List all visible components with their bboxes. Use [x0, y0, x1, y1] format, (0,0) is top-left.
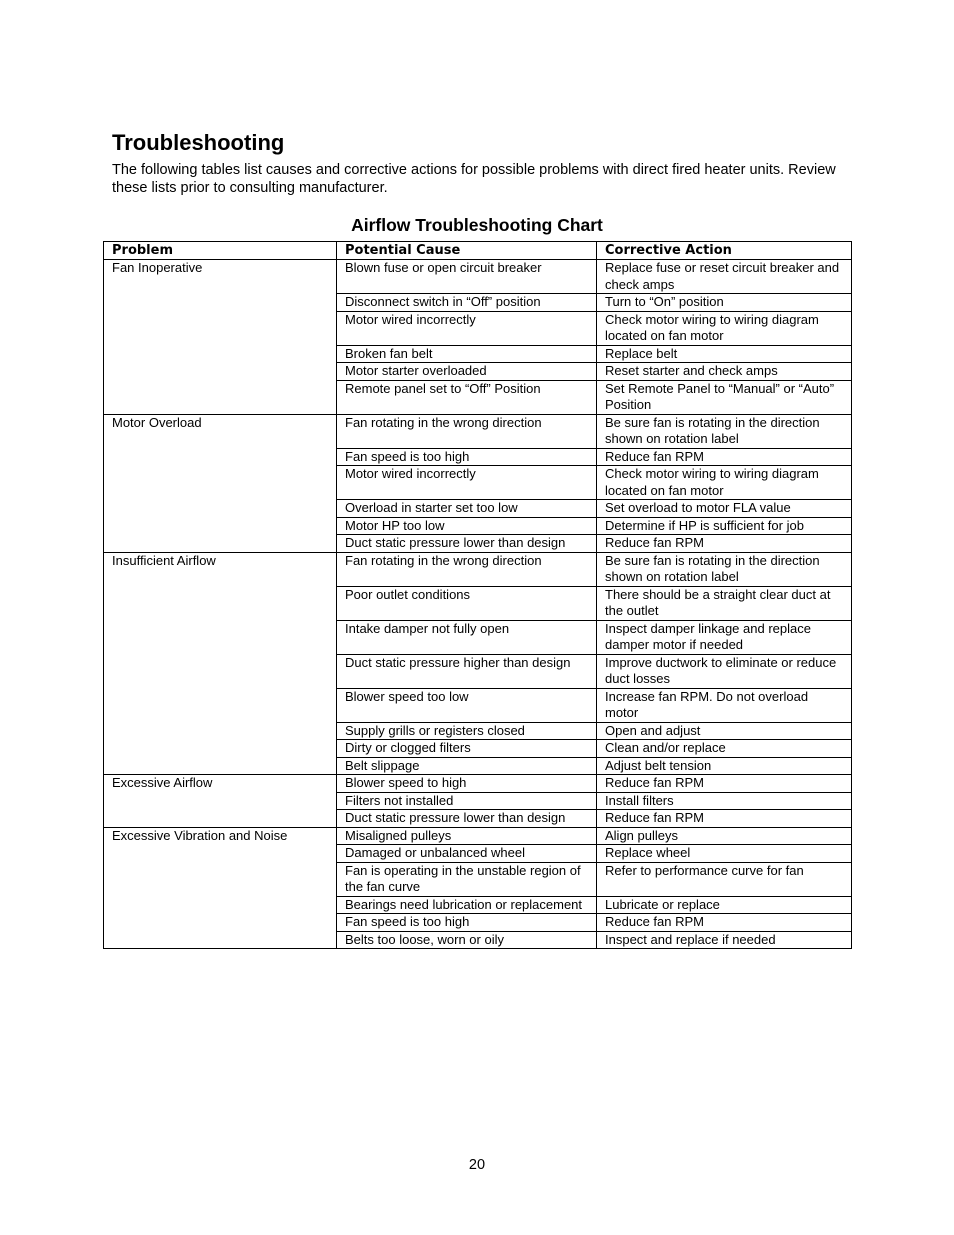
cause-cell: Remote panel set to “Off” Position	[337, 380, 597, 414]
action-cell: Reduce fan RPM	[597, 448, 852, 466]
action-cell: Determine if HP is sufficient for job	[597, 517, 852, 535]
action-cell: Adjust belt tension	[597, 757, 852, 775]
cause-cell: Blown fuse or open circuit breaker	[337, 260, 597, 294]
table-header	[104, 242, 852, 260]
cause-cell: Fan rotating in the wrong direction	[337, 552, 597, 586]
cause-cell: Misaligned pulleys	[337, 827, 597, 845]
cause-cell: Intake damper not fully open	[337, 620, 597, 654]
cause-cell: Dirty or clogged filters	[337, 740, 597, 758]
cause-cell: Motor HP too low	[337, 517, 597, 535]
cause-cell: Blower speed to high	[337, 775, 597, 793]
cause-cell: Supply grills or registers closed	[337, 722, 597, 740]
problem-cell: Motor Overload	[104, 414, 337, 552]
action-cell: Inspect damper linkage and replace damper motor if needed	[597, 620, 852, 654]
cause-cell: Disconnect switch in “Off” position	[337, 294, 597, 312]
cause-cell: Belts too loose, worn or oily	[337, 931, 597, 949]
table-row	[104, 827, 852, 845]
action-cell: Reset starter and check amps	[597, 363, 852, 381]
cause-cell: Filters not installed	[337, 792, 597, 810]
action-cell: Reduce fan RPM	[597, 535, 852, 553]
action-cell: Reduce fan RPM	[597, 810, 852, 828]
action-cell: Open and adjust	[597, 722, 852, 740]
action-cell: Be sure fan is rotating in the direction shown on rotation label	[597, 414, 852, 448]
cause-cell: Motor wired incorrectly	[337, 311, 597, 345]
action-cell: Set Remote Panel to “Manual” or “Auto” Position	[597, 380, 852, 414]
action-cell: Check motor wiring to wiring diagram located on fan motor	[597, 466, 852, 500]
cause-cell: Poor outlet conditions	[337, 586, 597, 620]
action-cell: Align pulleys	[597, 827, 852, 845]
cause-cell: Fan is operating in the unstable region of the fan curve	[337, 862, 597, 896]
action-cell: Replace fuse or reset circuit breaker and check amps	[597, 260, 852, 294]
action-cell: Replace wheel	[597, 845, 852, 863]
cause-cell: Duct static pressure higher than design	[337, 654, 597, 688]
problem-cell: Insufficient Airflow	[104, 552, 337, 775]
action-cell: Reduce fan RPM	[597, 914, 852, 932]
intro-paragraph: The following tables list causes and corrective actions for possible problems with direct fired heater units. Review these lists prior to consulting manufacturer.	[112, 162, 836, 196]
header-row	[104, 242, 852, 260]
action-cell: Improve ductwork to eliminate or reduce duct losses	[597, 654, 852, 688]
troubleshooting-table	[103, 241, 852, 949]
action-cell: Reduce fan RPM	[597, 775, 852, 793]
problem-cell: Excessive Vibration and Noise	[104, 827, 337, 949]
action-cell: Increase fan RPM. Do not overload motor	[597, 688, 852, 722]
table-row	[104, 260, 852, 294]
action-cell: Refer to performance curve for fan	[597, 862, 852, 896]
action-cell: Be sure fan is rotating in the direction shown on rotation label	[597, 552, 852, 586]
column-header-action: Corrective Action	[597, 242, 852, 260]
table-row	[104, 414, 852, 448]
problem-cell: Fan Inoperative	[104, 260, 337, 415]
action-cell: Set overload to motor FLA value	[597, 500, 852, 518]
cause-cell: Motor wired incorrectly	[337, 466, 597, 500]
cause-cell: Motor starter overloaded	[337, 363, 597, 381]
action-cell: Turn to “On” position	[597, 294, 852, 312]
cause-cell: Duct static pressure lower than design	[337, 535, 597, 553]
action-cell: Inspect and replace if needed	[597, 931, 852, 949]
action-cell: Replace belt	[597, 345, 852, 363]
cause-cell: Bearings need lubrication or replacement	[337, 896, 597, 914]
action-cell: Check motor wiring to wiring diagram located on fan motor	[597, 311, 852, 345]
table-body	[104, 260, 852, 949]
page-title: Troubleshooting	[112, 130, 285, 155]
action-cell: Lubricate or replace	[597, 896, 852, 914]
cause-cell: Blower speed too low	[337, 688, 597, 722]
cause-cell: Damaged or unbalanced wheel	[337, 845, 597, 863]
action-cell: Install filters	[597, 792, 852, 810]
cause-cell: Fan speed is too high	[337, 448, 597, 466]
column-header-cause: Potential Cause	[337, 242, 597, 260]
page-number: 20	[468, 1157, 486, 1173]
cause-cell: Overload in starter set too low	[337, 500, 597, 518]
cause-cell: Duct static pressure lower than design	[337, 810, 597, 828]
cause-cell: Fan speed is too high	[337, 914, 597, 932]
problem-cell: Excessive Airflow	[104, 775, 337, 828]
action-cell: Clean and/or replace	[597, 740, 852, 758]
table-title: Airflow Troubleshooting Chart	[351, 215, 603, 235]
table-row	[104, 552, 852, 586]
cause-cell: Broken fan belt	[337, 345, 597, 363]
cause-cell: Fan rotating in the wrong direction	[337, 414, 597, 448]
table-row	[104, 775, 852, 793]
action-cell: There should be a straight clear duct at the outlet	[597, 586, 852, 620]
column-header-problem: Problem	[104, 242, 337, 260]
cause-cell: Belt slippage	[337, 757, 597, 775]
